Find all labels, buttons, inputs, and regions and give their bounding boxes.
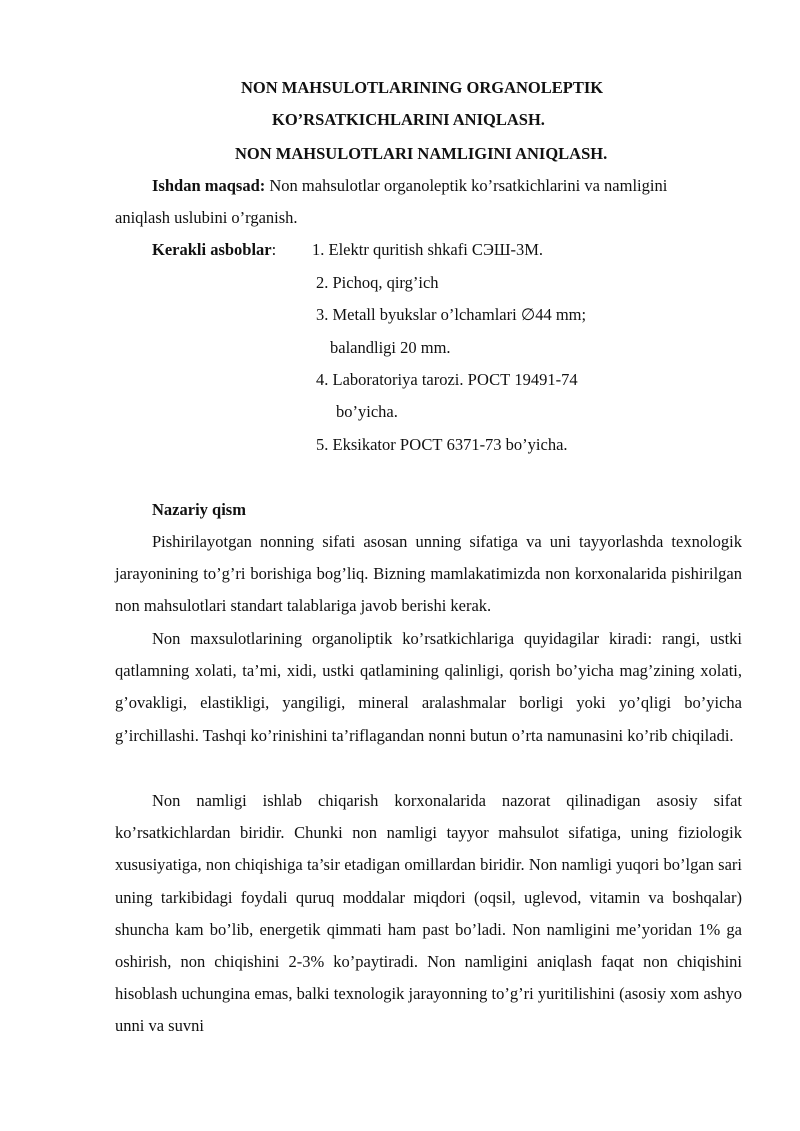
tools-label: Kerakli asboblar (152, 240, 272, 259)
aim-text-2: aniqlash uslubini o’rganish. (115, 208, 298, 227)
theory-heading: Nazariy qism (152, 500, 246, 519)
aim-text-1: Non mahsulotlar organoleptik ko’rsatkichlarini va namligini (265, 176, 668, 195)
tool-item-3-cont: balandligi 20 mm. (330, 338, 451, 357)
tool-item-4: 4. Laboratoriya tarozi. РОСТ 19491-74 (316, 370, 578, 389)
tool-item-1: 1. Elektr quritish shkafi СЭШ-3М. (312, 240, 544, 259)
tools-label-line (152, 240, 276, 260)
tool-item-4-cont: bo’yicha. (336, 402, 398, 421)
title-line-3: NON MAHSULOTLARI NAMLIGINI ANIQLASH. (235, 144, 608, 163)
paragraph-3: Non namligi ishlab chiqarish korxonalarida nazorat qilinadigan asosiy sifat ko’rsatkichlardan biridir. Chunki non namligi tayyor mahsulot sifatiga, uning fiziologik xususiyatiga, non chiqishiga ta’sir etadigan omillardan biridir. Non namligi yuqori bo’lgan sari uning tarkibidagi foydali quruq moddalar miqdori (oqsil, uglevod, vitamin va boshqalar) shuncha kam bo’lib, energetik qimmati ham past bo’ladi. Non namligini me’yoridan 1% ga oshirish, non chiqishini 2-3% ko’paytiradi. Non namligini aniqlash faqat non chiqishini hisoblash uchungina emas, balki texnologik jarayonning to’g’ri yuritilishini (asosiy xom ashyo unni va suvni (115, 791, 742, 1036)
tool-item-5: 5. Eksikator РОСТ 6371-73 bo’yicha. (316, 435, 568, 454)
paragraph-1: Pishirilayotgan nonning sifati asosan unning sifatiga va uni tayyorlashda texnologik jarayonining to’g’ri borishiga bog’liq. Bizning mamlakatimizda non korxonalarida pishirilgan non mahsulotlari standart talablariga javob berishi kerak. (115, 532, 742, 616)
tool-item-3: 3. Metall byukslar o’lchamlari ∅44 mm; (316, 305, 587, 324)
tool-item-2: 2. Pichoq, qirg’ich (316, 273, 439, 292)
tools-colon: : (271, 240, 277, 259)
title-line-1: NON MAHSULOTLARINING ORGANOLEPTIK (241, 78, 604, 97)
aim-line-1 (152, 176, 667, 196)
title-line-2: KO’RSATKICHLARINI ANIQLASH. (272, 110, 545, 129)
paragraph-2: Non maxsulotlarining organoliptik ko’rsatkichlariga quyidagilar kiradi: rangi, ustki qatlamning xolati, ta’mi, xidi, ustki qatlamining qalinligi, qorish bo’yicha mag’zining xolati, g’ovakligi, elastikligi, yangiligi, mineral aralashmalar borligi yoki yo’qligi bo’yicha g’irchillashi. Tashqi ko’rinishini ta’riflagandan nonni butun o’rta namunasini ko’rib chiqiladi. (115, 629, 742, 745)
aim-label: Ishdan maqsad: (152, 176, 266, 195)
